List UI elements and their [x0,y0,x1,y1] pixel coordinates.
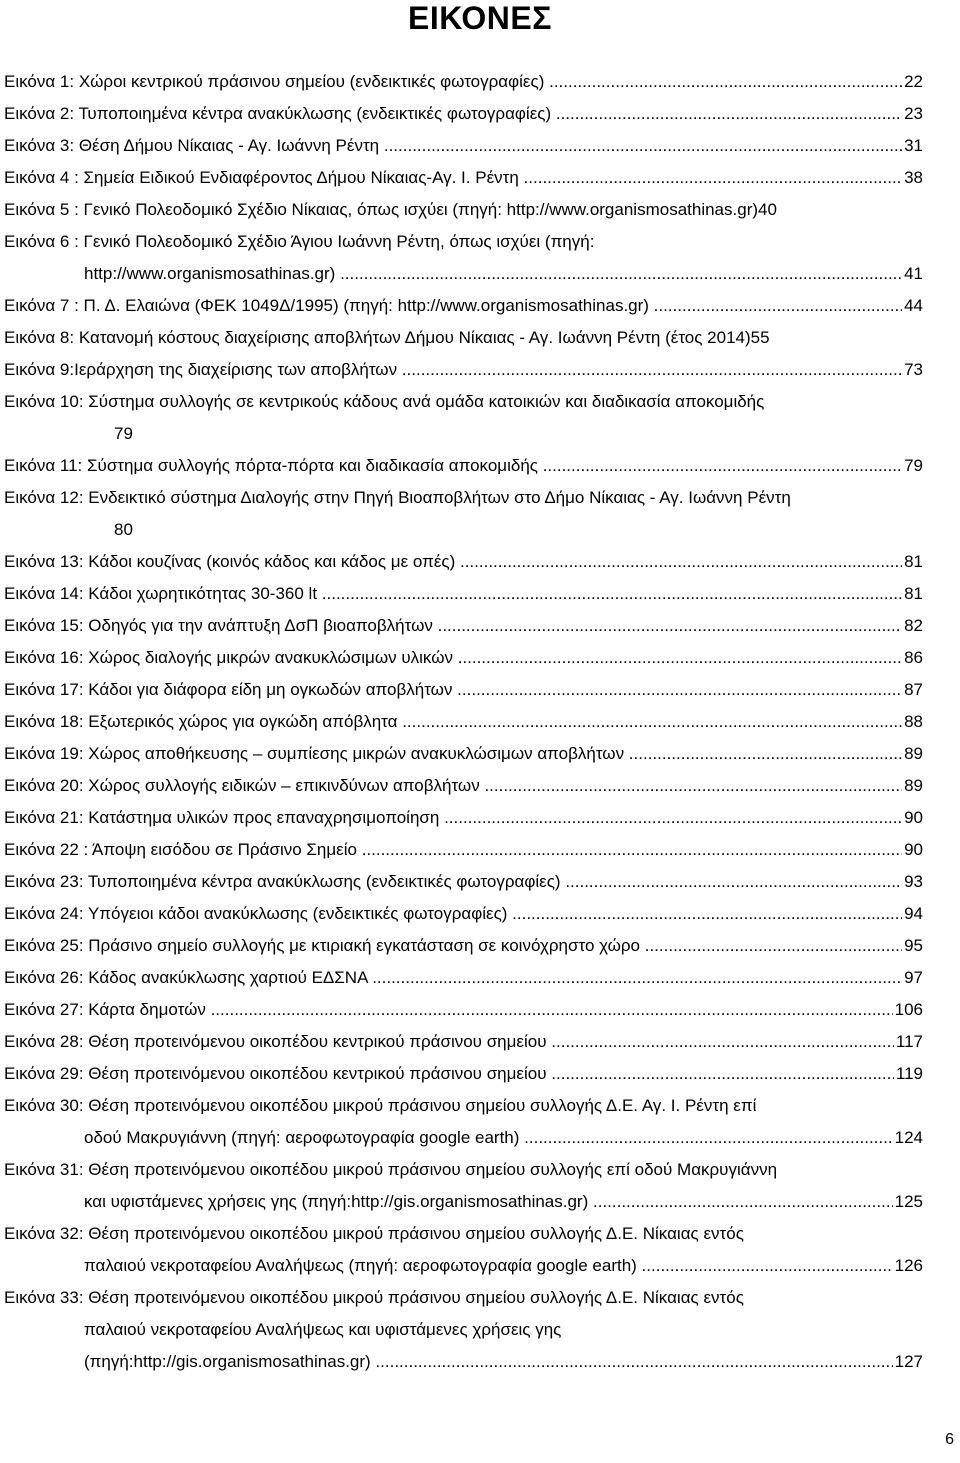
figure-entry[interactable] [0,130,960,162]
entry-text: παλαιού νεκροταφείου Αναλήψεως (πηγή: αεροφωτογραφία google earth) ..... [84,1250,893,1282]
entry-page-number: 82 [904,616,923,635]
entry-page-number: 89 [904,776,923,795]
entry-text: Εικόνα 30: Θέση προτεινόμενου οικοπέδου μικρού πράσινου σημείου συλλογής Δ.Ε. Αγ. Ι. Ρέντη επί [4,1096,757,1115]
figure-entry[interactable] [0,994,960,1026]
entry-line [0,1058,960,1090]
entry-page-number: 31 [904,136,923,155]
entry-text: Εικόνα 17: Κάδοι για διάφορα είδη μη ογκωδών αποβλήτων ..... [4,674,902,706]
page-number: 6 [945,1431,954,1448]
entry-page-number: 38 [904,168,923,187]
entry-page-number: 126 [894,1256,923,1275]
figure-entry[interactable] [0,930,960,962]
figure-entry[interactable] [0,866,960,898]
entry-text: Εικόνα 31: Θέση προτεινόμενου οικοπέδου μικρού πράσινου σημείου συλλογής επί οδού Μακρυγιάννη [4,1160,778,1179]
figure-entry[interactable] [0,1090,960,1154]
entry-line [0,962,960,994]
entry-text: Εικόνα 5 : Γενικό Πολεοδομικό Σχέδιο Νίκαιας, όπως ισχύει (πηγή: http://www.organismosathinas.gr)40 [4,200,777,219]
figure-entry[interactable] [0,194,960,226]
entry-text: Εικόνα 12: Ενδεικτικό σύστημα Διαλογής στην Πηγή Βιοαποβλήτων στο Δήμο Νίκαιας - Αγ. Ιωάννη Ρέντη [4,488,791,507]
entry-line [0,802,960,834]
entry-page-number: 94 [904,904,923,923]
entry-text: Εικόνα 2: Τυποποιημένα κέντρα ανακύκλωσης (ενδεικτικές φωτογραφίες) ..... [4,98,902,130]
page-title: ΕΙΚΟΝΕΣ [408,0,552,36]
entry-line [0,930,960,962]
entry-text: Εικόνα 1: Χώροι κεντρικού πράσινου σημείου (ενδεικτικές φωτογραφίες) ..... [4,66,902,98]
entry-line [0,1250,960,1282]
entry-text: Εικόνα 11: Σύστημα συλλογής πόρτα-πόρτα και διαδικασία αποκομιδής ..... [4,450,902,482]
entry-text: (πηγή:http://gis.organismosathinas.gr) ..... [84,1346,893,1378]
entry-text: Εικόνα 32: Θέση προτεινόμενου οικοπέδου μικρού πράσινου σημείου συλλογής Δ.Ε. Νίκαιας εντός [4,1224,744,1243]
entry-page-number: 90 [904,840,923,859]
figure-entry[interactable] [0,738,960,770]
entry-text: οδού Μακρυγιάννη (πηγή: αεροφωτογραφία google earth) ..... [84,1122,893,1154]
entry-page-number: 127 [894,1352,923,1371]
entry-text: Εικόνα 33: Θέση προτεινόμενου οικοπέδου μικρού πράσινου σημείου συλλογής Δ.Ε. Νίκαιας εντός [4,1288,744,1307]
figure-entry[interactable] [0,898,960,930]
figure-entry[interactable] [0,226,960,290]
figure-entry[interactable] [0,482,960,546]
entry-page-number: 41 [904,264,923,283]
figure-entry[interactable] [0,1026,960,1058]
entry-text: Εικόνα 7 : Π. Δ. Ελαιώνα (ΦΕΚ 1049Δ/1995) (πηγή: http://www.organismosathinas.gr) ..... [4,290,902,322]
entry-line [0,738,960,770]
figure-entry[interactable] [0,322,960,354]
figure-entry[interactable] [0,962,960,994]
entry-text: Εικόνα 8: Κατανομή κόστους διαχείρισης αποβλήτων Δήμου Νίκαιας - Αγ. Ιωάννη Ρέντη (έτος 2014)55 [4,328,770,347]
entry-text: Εικόνα 3: Θέση Δήμου Νίκαιας - Αγ. Ιωάννη Ρέντη ..... [4,130,902,162]
entry-page-number: 117 [895,1032,923,1051]
entry-text: Εικόνα 26: Κάδος ανακύκλωσης χαρτιού ΕΔΣΝΑ ..... [4,962,902,994]
entry-page-number: 79 [114,424,133,443]
entry-page-number: 44 [904,296,923,315]
figure-entry[interactable] [0,66,960,98]
entry-line [0,834,960,866]
entry-line [0,610,960,642]
entry-text: Εικόνα 16: Χώρος διαλογής μικρών ανακυκλώσιμων υλικών ..... [4,642,902,674]
figure-entry[interactable] [0,706,960,738]
entry-page-number: 23 [904,104,923,123]
entry-page-number: 80 [114,520,133,539]
entry-line [0,98,960,130]
figure-entry[interactable] [0,1282,960,1378]
entry-page-number: 125 [894,1192,923,1211]
entry-text: Εικόνα 22 : Άποψη εισόδου σε Πράσινο Σημείο ..... [4,834,902,866]
figure-entry[interactable] [0,290,960,322]
entry-text: Εικόνα 6 : Γενικό Πολεοδομικό Σχέδιο Άγιου Ιωάννη Ρέντη, όπως ισχύει (πηγή: [4,232,595,251]
entry-page-number: 81 [904,584,923,603]
entry-line [0,770,960,802]
figure-entry[interactable] [0,642,960,674]
entry-text: Εικόνα 18: Εξωτερικός χώρος για ογκώδη απόβλητα ..... [4,706,902,738]
entry-line [0,1346,960,1378]
entry-text: Εικόνα 9:Ιεράρχηση της διαχείρισης των αποβλήτων ..... [4,354,902,386]
entry-page-number: 97 [904,968,923,987]
entry-page-number: 79 [904,456,923,475]
entry-page-number: 93 [904,872,923,891]
figure-entry[interactable] [0,802,960,834]
figure-entry[interactable] [0,834,960,866]
entry-text: Εικόνα 28: Θέση προτεινόμενου οικοπέδου κεντρικού πράσινου σημείου ..... [4,1026,894,1058]
entry-text: Εικόνα 23: Τυποποιημένα κέντρα ανακύκλωσης (ενδεικτικές φωτογραφίες) ..... [4,866,902,898]
figure-entry[interactable] [0,674,960,706]
entry-page-number: 86 [904,648,923,667]
entry-line [0,546,960,578]
figure-entry[interactable] [0,1218,960,1282]
entry-line [0,898,960,930]
entry-text: Εικόνα 20: Χώρος συλλογής ειδικών – επικινδύνων αποβλήτων ..... [4,770,902,802]
entry-page-number: 73 [904,360,923,379]
entry-page-number: 88 [904,712,923,731]
figure-entry[interactable] [0,354,960,386]
entry-line [0,66,960,98]
entry-text: και υφιστάμενες χρήσεις γης (πηγή:http://gis.organismosathinas.gr) ..... [84,1186,893,1218]
entry-line [0,290,960,322]
entry-line [0,994,960,1026]
entry-line [0,1122,960,1154]
entry-page-number: 124 [894,1128,923,1147]
figure-entry[interactable] [0,450,960,482]
entry-page-number: 119 [895,1064,923,1083]
entry-text: Εικόνα 14: Κάδοι χωρητικότητας 30-360 lt ..... [4,578,902,610]
entry-text: Εικόνα 10: Σύστημα συλλογής σε κεντρικούς κάδους ανά ομάδα κατοικιών και διαδικασία αποκομιδής [4,392,765,411]
entry-line [0,866,960,898]
figure-entry[interactable] [0,1058,960,1090]
entry-line [0,578,960,610]
entry-line [0,258,960,290]
entry-page-number: 22 [904,72,923,91]
figure-entry[interactable] [0,386,960,450]
entry-text: παλαιού νεκροταφείου Αναλήψεως και υφιστάμενες χρήσεις γης [84,1320,562,1339]
entry-text: Εικόνα 21: Κατάστημα υλικών προς επαναχρησιμοποίηση ..... [4,802,902,834]
entry-text: Εικόνα 19: Χώρος αποθήκευσης – συμπίεσης μικρών ανακυκλώσιμων αποβλήτων ..... [4,738,902,770]
entry-line [0,642,960,674]
entry-text: Εικόνα 15: Οδηγός για την ανάπτυξη ΔσΠ βιοαποβλήτων ..... [4,610,902,642]
table-of-figures [0,66,960,1378]
figure-entry[interactable] [0,1154,960,1218]
entry-line [0,130,960,162]
entry-text: Εικόνα 13: Κάδοι κουζίνας (κοινός κάδος και κάδος με οπές) ..... [4,546,902,578]
entry-text: Εικόνα 29: Θέση προτεινόμενου οικοπέδου κεντρικού πράσινου σημείου ..... [4,1058,894,1090]
entry-line [0,162,960,194]
figure-entry[interactable] [0,610,960,642]
entry-line [0,450,960,482]
entry-page-number: 87 [904,680,923,699]
entry-text: http://www.organismosathinas.gr) ..... [84,258,902,290]
entry-line [0,1186,960,1218]
entry-line [0,706,960,738]
entry-text: Εικόνα 24: Υπόγειοι κάδοι ανακύκλωσης (ενδεικτικές φωτογραφίες) ..... [4,898,902,930]
entry-line [0,1026,960,1058]
entry-text: Εικόνα 27: Κάρτα δημοτών ..... [4,994,893,1026]
entry-line [0,674,960,706]
entry-page-number: 89 [904,744,923,763]
figure-entry[interactable] [0,98,960,130]
figure-entry[interactable] [0,546,960,578]
entry-page-number: 95 [904,936,923,955]
entry-page-number: 81 [904,552,923,571]
figure-entry[interactable] [0,162,960,194]
entry-page-number: 106 [894,1000,923,1019]
entry-page-number: 90 [904,808,923,827]
figure-entry[interactable] [0,578,960,610]
entry-text: Εικόνα 25: Πράσινο σημείο συλλογής με κτιριακή εγκατάσταση σε κοινόχρηστο χώρο ..... [4,930,902,962]
entry-line [0,354,960,386]
entry-text: Εικόνα 4 : Σημεία Ειδικού Ενδιαφέροντος Δήμου Νίκαιας-Αγ. Ι. Ρέντη ..... [4,162,902,194]
figure-entry[interactable] [0,770,960,802]
